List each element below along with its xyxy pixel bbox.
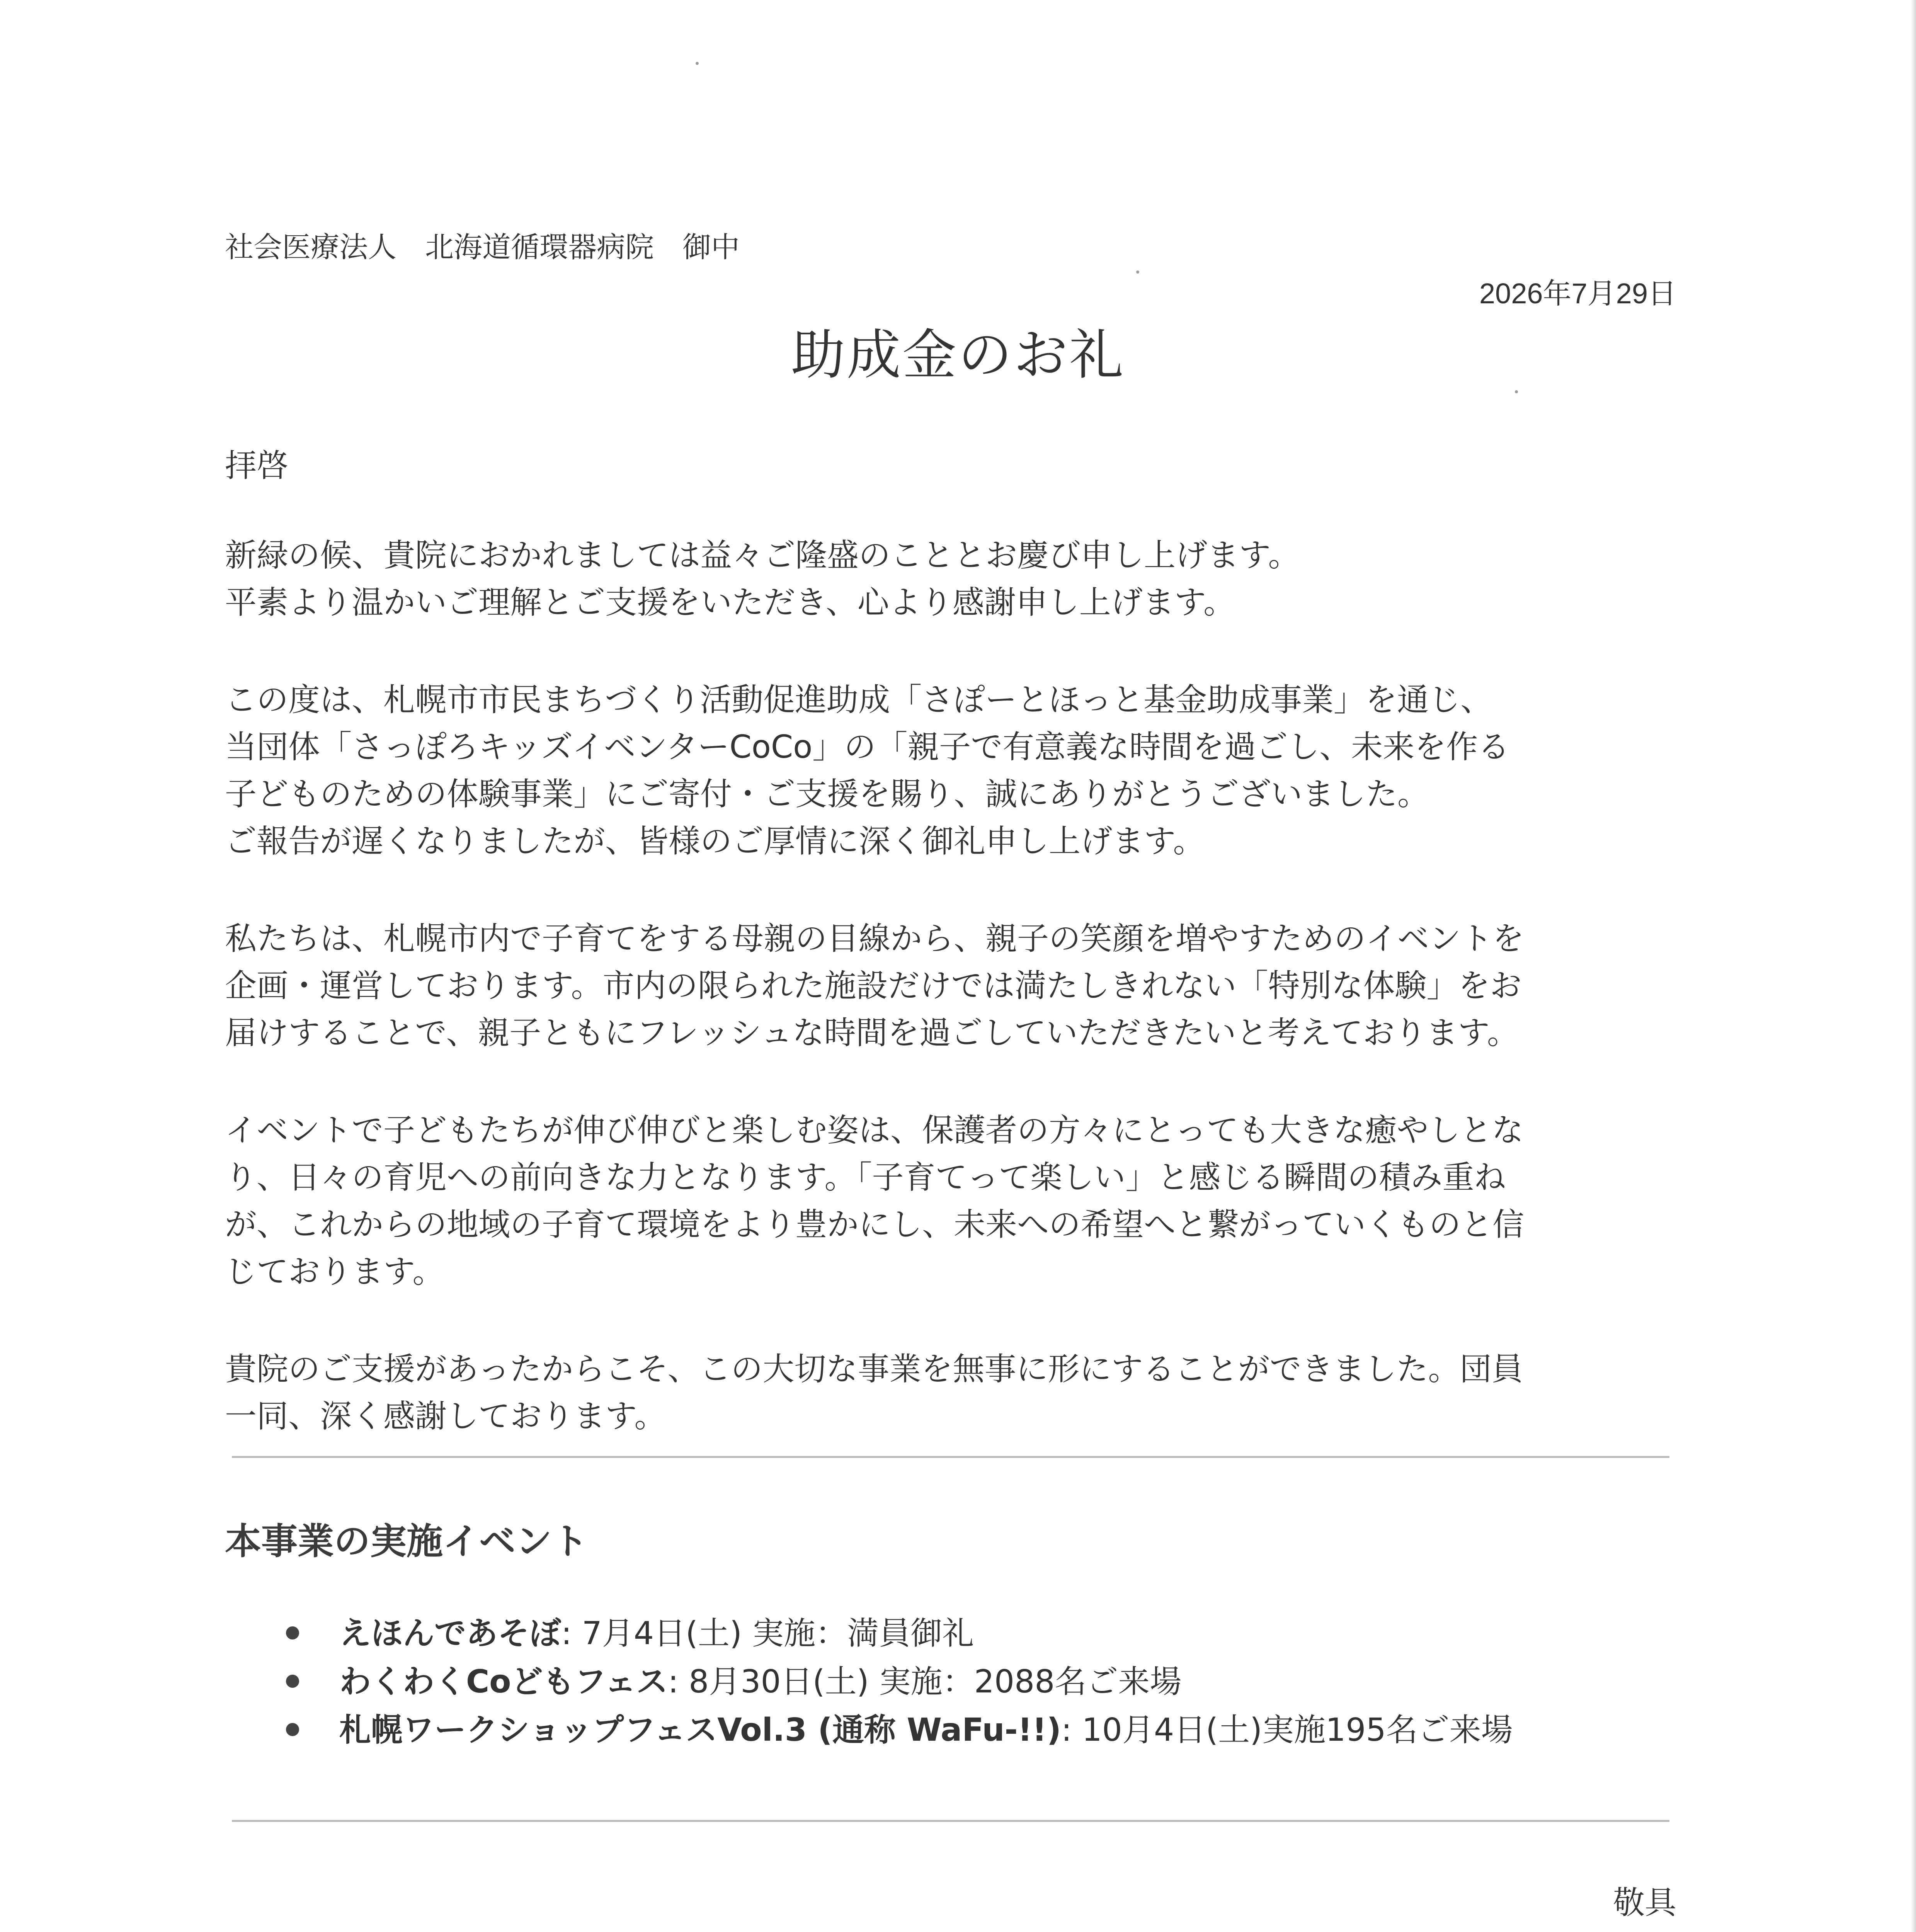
event-detail: : 7月4日(土) 実施：満員御礼 <box>561 1615 974 1652</box>
bullet-icon <box>286 1675 299 1688</box>
event-detail: : 10月4日(土)実施195名ご来場 <box>1061 1712 1513 1748</box>
letter-body <box>225 442 1684 1490</box>
bullet-icon <box>286 1626 299 1639</box>
event-name: 札幌ワークショップフェスVol.3 (通称 WaFu-!!) <box>339 1712 1061 1748</box>
body-paragraph: 私たちは、札幌市内で子育てをする母親の目線から、親子の笑顔を増やすためのイベントを 企画・運営しております。市内の限られた施設だけでは満たしきれない「特別な体験」をお 届けすることで、親子ともにフレッシュな時間を過ごしていただきたいと考えております。 <box>225 920 1525 1051</box>
events-list <box>286 1609 1513 1754</box>
body-paragraph: この度は、札幌市市民まちづくり活動促進助成「さぽーとほっと基金助成事業」を通じ、 当団体「さっぽろキッズイベンターCoCo」の「親子で有意義な時間を過ごし、未来を作る 子どものための体験事業」にご寄付・ご支援を賜り、誠にありがとうございました。 ご報告が遅くなりましたが、皆様のご厚情に深く御礼申し上げます。 <box>225 682 1510 860</box>
opening-greeting: 拝啓 <box>225 447 289 484</box>
letter-title: 助成金のお礼 <box>791 324 1125 387</box>
addressee: 社会医療法人 北海道循環器病院 御中 <box>225 231 740 264</box>
scan-speck <box>1136 270 1139 274</box>
body-paragraph: 貴院のご支援があったからこそ、この大切な事業を無事に形にすることができました。団員 一同、深く感謝しております。 <box>225 1351 1523 1435</box>
event-name: わくわくCoどもフェス <box>339 1663 668 1700</box>
scan-speck <box>696 62 699 65</box>
section-divider <box>232 1820 1669 1822</box>
events-heading: 本事業の実施イベント <box>225 1520 589 1563</box>
letter-date: 2026年7月29日 <box>1479 277 1676 310</box>
event-detail: : 8月30日(土) 実施：2088名ご来場 <box>668 1663 1182 1700</box>
scan-edge-shadow <box>1911 0 1916 1932</box>
body-paragraph: イベントで子どもたちが伸び伸びと楽しむ姿は、保護者の方々にとっても大きな癒やしとな り、日々の育児への前向きな力となります。「子育てって楽しい」と感じる瞬間の積み重ね が、これからの地域の子育て環境をより豊かにし、未来への希望へと繋がっていくものと信 じております。 <box>225 1112 1525 1290</box>
event-item <box>286 1706 1513 1754</box>
section-divider <box>232 1456 1669 1458</box>
event-item <box>286 1658 1513 1706</box>
event-item <box>286 1609 1513 1658</box>
bullet-icon <box>286 1723 299 1736</box>
closing-word: 敬具 <box>1613 1884 1676 1921</box>
body-paragraph: 新緑の候、貴院におかれましては益々ご隆盛のこととお慶び申し上げます。 平素より温かいご理解とご支援をいただき、心より感謝申し上げます。 <box>225 537 1300 621</box>
scan-speck <box>1515 390 1518 393</box>
event-name: えほんであそぼ <box>339 1615 562 1652</box>
